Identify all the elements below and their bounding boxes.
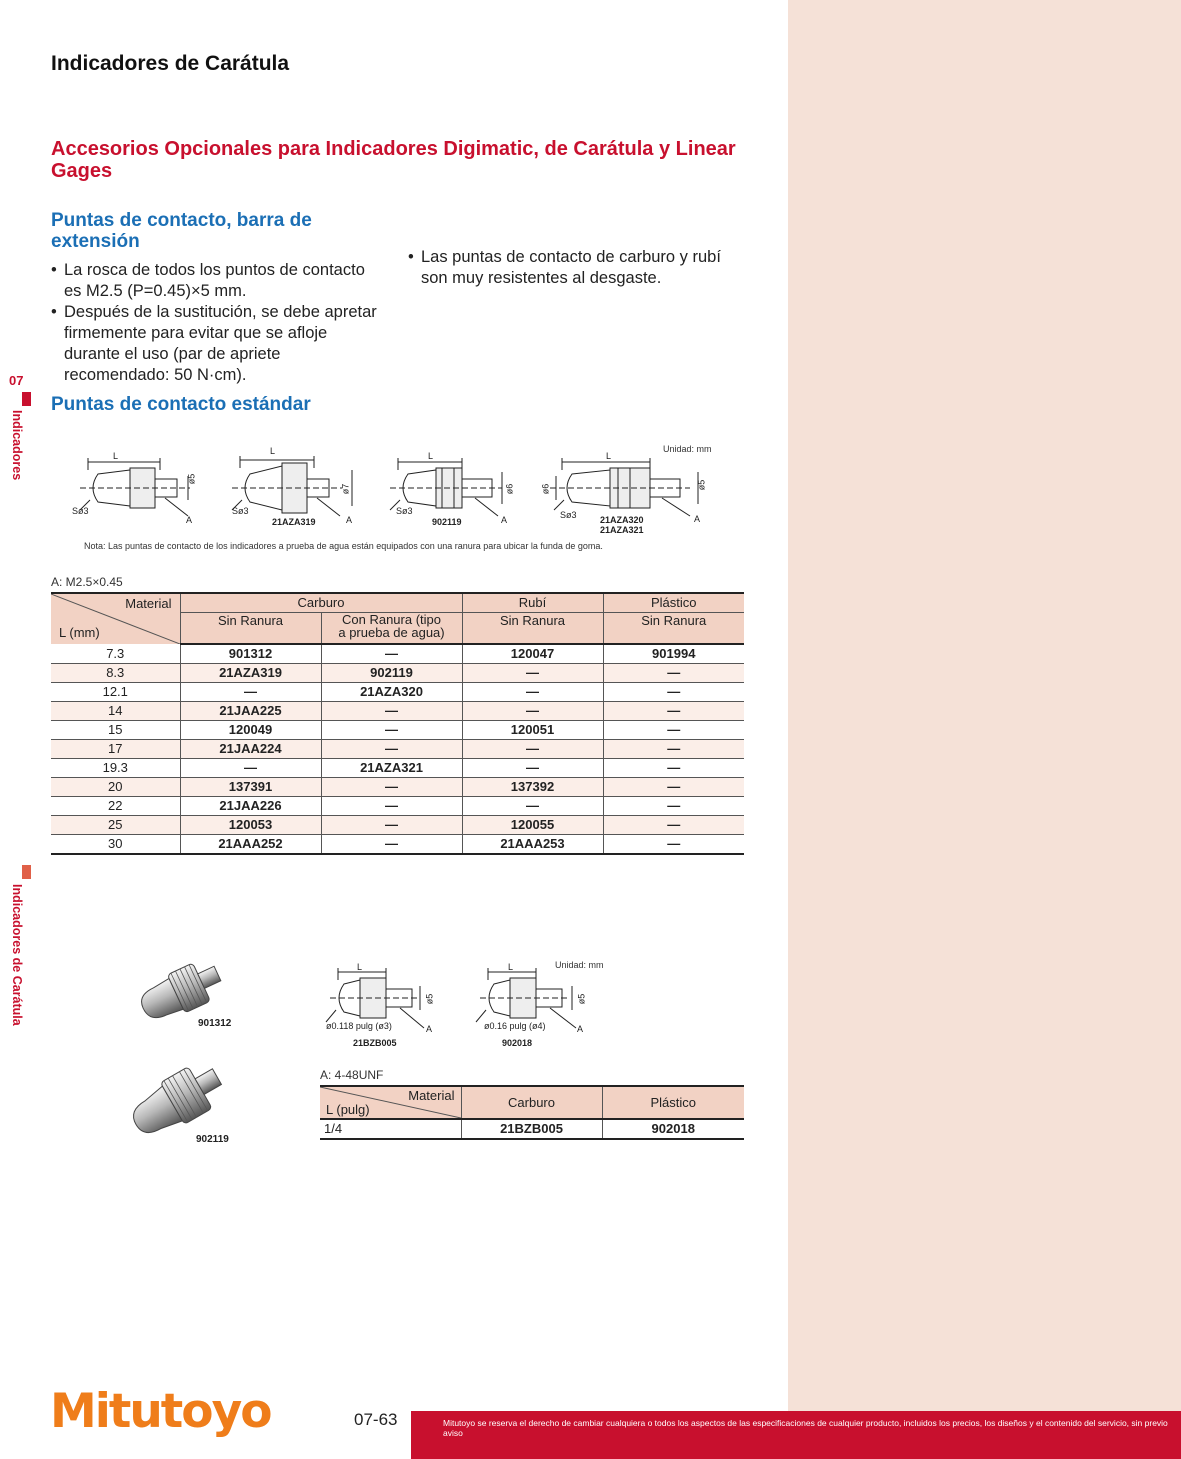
thread-label: A: M2.5×0.45 — [51, 575, 123, 589]
row-length-cell: 20 — [51, 778, 180, 797]
material-label: Material — [408, 1088, 455, 1103]
dim-sphere: Sø3 — [232, 506, 249, 516]
part-number-cell: — — [603, 721, 744, 740]
unit-label: Unidad: mm — [663, 444, 712, 454]
part-number-cell: 120049 — [180, 721, 321, 740]
dim-sphere: Sø3 — [560, 510, 577, 520]
part-number-cell: — — [603, 797, 744, 816]
group-header: Rubí — [462, 593, 603, 613]
part-number-cell: 21AAA253 — [462, 835, 603, 855]
photo-902119 — [120, 1062, 230, 1142]
bullet-list-left — [51, 260, 381, 386]
part-number-cell: — — [462, 759, 603, 778]
row-length-cell: 8.3 — [51, 664, 180, 683]
dim-L: L — [270, 446, 276, 456]
row-length-cell: 1/4 — [320, 1119, 461, 1139]
table-row — [51, 778, 744, 797]
page-title: Indicadores de Carátula — [51, 52, 290, 75]
row-length-cell: 15 — [51, 721, 180, 740]
bullet-list-right — [408, 247, 748, 289]
code-label: 21AZA320 — [600, 515, 644, 525]
dim-d5: ø5 — [696, 479, 707, 491]
part-number-cell: — — [603, 816, 744, 835]
part-number-cell: — — [462, 740, 603, 759]
part-number-cell: 21BZB005 — [461, 1119, 602, 1139]
dim-A: A — [694, 514, 701, 524]
table-row — [51, 644, 744, 664]
part-number-cell: 137391 — [180, 778, 321, 797]
drawing-21AZA320 — [550, 458, 698, 516]
length-label: L (mm) — [59, 625, 100, 640]
dim-d5: ø5 — [424, 993, 435, 1005]
part-number-cell: 120051 — [462, 721, 603, 740]
table-row — [51, 702, 744, 721]
part-number-cell: 21AZA321 — [321, 759, 462, 778]
code-label: 21AZA321 — [600, 525, 644, 535]
part-number-cell: 137392 — [462, 778, 603, 797]
table-row — [51, 683, 744, 702]
part-number-cell: — — [603, 835, 744, 855]
dim-A: A — [577, 1024, 584, 1034]
part-number-cell: 21JAA224 — [180, 740, 321, 759]
part-number-cell: 21JAA225 — [180, 702, 321, 721]
part-number-cell: — — [603, 664, 744, 683]
part-number-cell: 21AZA320 — [321, 683, 462, 702]
part-number-cell: — — [321, 721, 462, 740]
dim-L: L — [606, 451, 612, 461]
row-length-cell: 12.1 — [51, 683, 180, 702]
part-number-cell: — — [180, 759, 321, 778]
table-row — [51, 740, 744, 759]
subheader: Sin Ranura — [462, 613, 603, 645]
part-number-cell: — — [603, 740, 744, 759]
part-number-cell: 21AAA252 — [180, 835, 321, 855]
part-number-cell: — — [321, 835, 462, 855]
row-length-cell: 7.3 — [51, 644, 180, 664]
part-number-cell: — — [321, 797, 462, 816]
part-number-cell: 120047 — [462, 644, 603, 664]
inch-contact-table — [320, 1085, 744, 1140]
table-row — [51, 816, 744, 835]
side-label-chapter: Indicadores — [10, 410, 24, 481]
photo-caption: 901312 — [198, 1018, 232, 1029]
photo-caption: 902119 — [196, 1134, 229, 1145]
code-label: 21AZA319 — [272, 517, 316, 527]
row-length-cell: 19.3 — [51, 759, 180, 778]
group-header: Carburo — [461, 1086, 602, 1119]
part-number-cell: — — [180, 683, 321, 702]
table-body — [51, 644, 744, 854]
subheader-line: Con Ranura (tipo — [342, 612, 441, 627]
page-number: 07-63 — [354, 1410, 398, 1429]
part-number-cell: — — [462, 683, 603, 702]
dim-L: L — [357, 962, 363, 972]
part-number-cell: — — [462, 797, 603, 816]
dim-tip: ø0.16 pulg (ø4) — [484, 1021, 546, 1031]
row-length-cell: 22 — [51, 797, 180, 816]
thread-label: A: 4-48UNF — [320, 1068, 384, 1082]
drawing-902018 — [476, 968, 576, 1028]
subsection-title: Puntas de contacto, barra de extensión — [51, 210, 312, 252]
header-diagonal-cell — [51, 593, 180, 644]
table-row — [51, 759, 744, 778]
group-header: Carburo — [180, 593, 462, 613]
table-row — [51, 721, 744, 740]
unit-label: Unidad: mm — [555, 960, 604, 970]
part-number-cell: 21AZA319 — [180, 664, 321, 683]
part-number-cell: 901312 — [180, 644, 321, 664]
length-label: L (pulg) — [326, 1102, 370, 1117]
section-title: Accesorios Opcionales para Indicadores Digimatic, de Carátula y Linear Gages — [51, 138, 736, 182]
part-number-cell: — — [462, 702, 603, 721]
table-row — [51, 835, 744, 855]
subsection-title-standard: Puntas de contacto estándar — [51, 394, 311, 415]
bullet-item: • Después de la sustitución, se debe apretar firmemente para evitar que se afloje durante el uso (par de apriete recomendado: 50 N·cm). — [51, 302, 381, 386]
part-number-cell: — — [603, 759, 744, 778]
drawing-21BZB005 — [326, 968, 424, 1028]
dim-L: L — [508, 962, 514, 972]
dim-d5: ø5 — [576, 993, 587, 1005]
side-tab-marker — [22, 392, 31, 406]
mitutoyo-logo: Mitutoyo — [50, 1384, 271, 1439]
part-number-cell: — — [603, 702, 744, 721]
dim-d5: ø5 — [186, 473, 197, 485]
material-label: Material — [125, 596, 172, 611]
dim-A: A — [346, 515, 353, 525]
bullet-item: • La rosca de todos los puntos de contacto es M2.5 (P=0.45)×5 mm. — [51, 260, 381, 302]
dim-A: A — [186, 515, 193, 525]
row-length-cell: 14 — [51, 702, 180, 721]
subheader: Sin Ranura — [180, 613, 321, 645]
chapter-number: 07 — [9, 373, 24, 388]
part-number-cell: 120055 — [462, 816, 603, 835]
bullet-item: • Las puntas de contacto de carburo y rubí son muy resistentes al desgaste. — [408, 247, 748, 289]
row-length-cell: 17 — [51, 740, 180, 759]
code-label: 902119 — [432, 517, 462, 527]
subheader: Sin Ranura — [603, 613, 744, 645]
right-color-band — [788, 0, 1181, 1459]
part-number-cell: 901994 — [603, 644, 744, 664]
contact-point-table — [51, 592, 744, 855]
part-number-cell: — — [321, 644, 462, 664]
part-number-cell: — — [462, 664, 603, 683]
dim-d7: ø7 — [340, 483, 351, 495]
waterproof-note: Nota: Las puntas de contacto de los indicadores a prueba de agua están equipados con una ranura para ubicar la funda de goma. — [84, 541, 603, 551]
part-number-cell: — — [321, 740, 462, 759]
code-label: 21BZB005 — [353, 1038, 397, 1048]
side-label-section: Indicadores de Carátula — [10, 884, 24, 1026]
part-number-cell: 21JAA226 — [180, 797, 321, 816]
dim-d6: ø6 — [540, 483, 551, 495]
part-number-cell: — — [603, 778, 744, 797]
dim-sphere: Sø3 — [396, 506, 413, 516]
table-row — [320, 1119, 744, 1139]
part-number-cell: — — [321, 816, 462, 835]
part-number-cell: — — [321, 702, 462, 721]
row-length-cell: 25 — [51, 816, 180, 835]
side-tab-marker-section — [22, 865, 31, 879]
subheader-line: a prueba de agua) — [338, 625, 445, 640]
group-header: Plástico — [602, 1086, 744, 1119]
part-number-cell: 120053 — [180, 816, 321, 835]
drawing-21AZA319 — [232, 456, 352, 516]
dim-d6: ø6 — [504, 483, 515, 495]
code-label: 902018 — [502, 1038, 533, 1048]
part-number-cell: — — [603, 683, 744, 702]
row-length-cell: 30 — [51, 835, 180, 855]
subheader — [321, 613, 462, 645]
footer-disclaimer: Mitutoyo se reserva el derecho de cambiar cualquiera o todos los aspectos de las especificaciones de cualquier producto, incluidos los precios, los diseños y el contenido del servicio, sin previo aviso — [443, 1418, 1168, 1438]
dim-A: A — [501, 515, 508, 525]
table-body — [320, 1119, 744, 1139]
dim-L: L — [113, 451, 119, 461]
dim-sphere: Sø3 — [72, 506, 89, 516]
dim-tip: ø0.118 pulg (ø3) — [326, 1021, 392, 1031]
part-number-cell: 902018 — [602, 1119, 744, 1139]
part-number-cell: 902119 — [321, 664, 462, 683]
dim-A: A — [426, 1024, 433, 1034]
header-diagonal-cell — [320, 1086, 461, 1119]
dim-L: L — [428, 451, 434, 461]
group-header: Plástico — [603, 593, 744, 613]
table-row — [51, 664, 744, 683]
part-number-cell: — — [321, 778, 462, 797]
table-row — [51, 797, 744, 816]
drawing-901312 — [80, 458, 190, 516]
